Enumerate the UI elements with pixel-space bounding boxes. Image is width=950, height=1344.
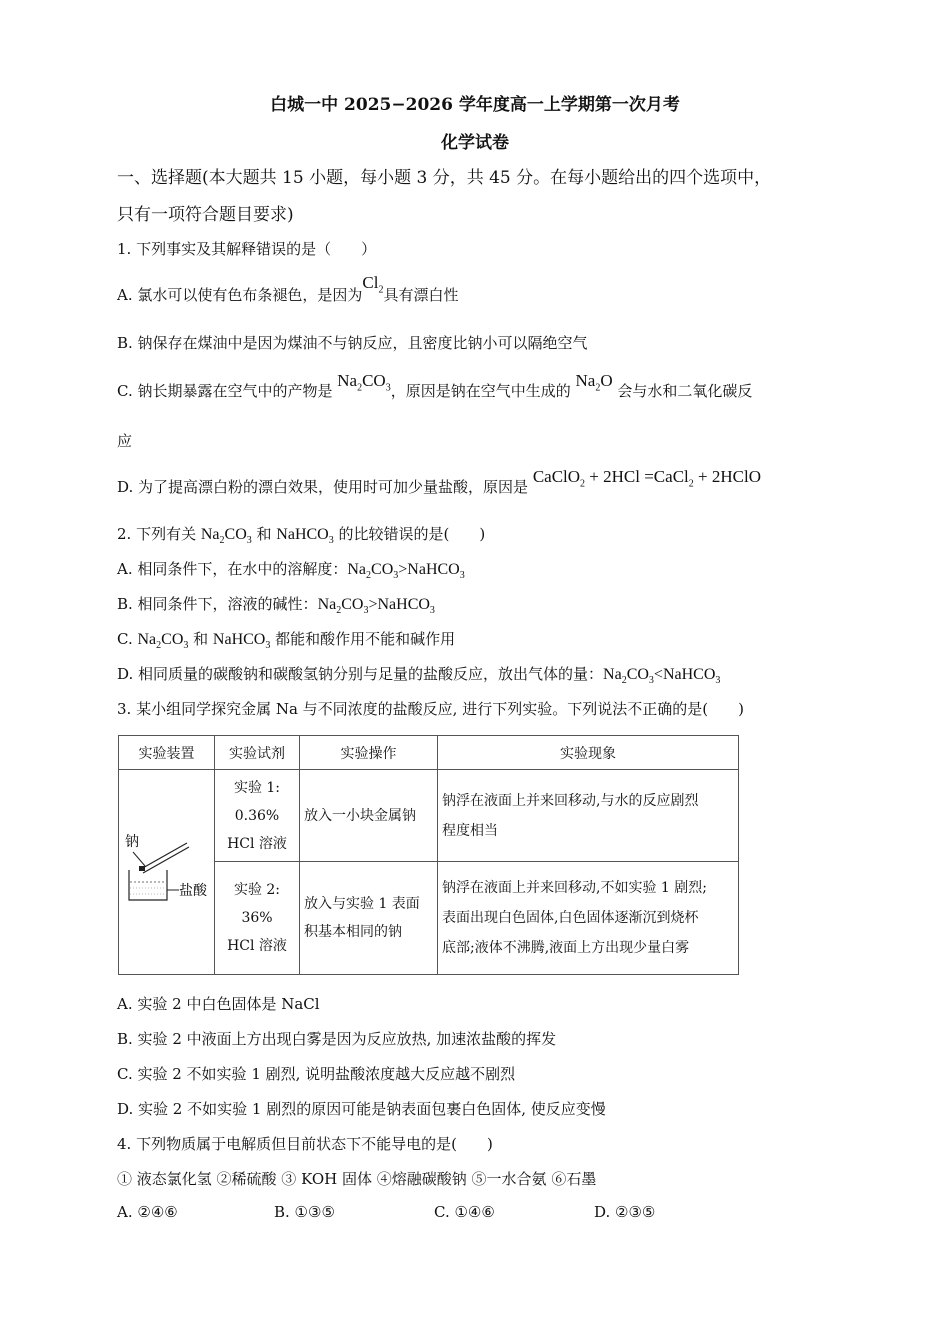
row1-observation-line: 程度相当 bbox=[442, 822, 498, 839]
row1-reagent-line: 0.36% bbox=[234, 807, 280, 824]
sodium-label: 钠 bbox=[125, 834, 139, 850]
tweezers-line-1 bbox=[141, 843, 187, 869]
exam-title: 白城一中 2025−2026 学年度高一上学期第一次月考 bbox=[270, 95, 680, 115]
row2-operation-line: 积基本相同的钠 bbox=[304, 924, 402, 941]
table-row bbox=[119, 770, 739, 862]
row2-reagent bbox=[215, 862, 300, 975]
q2-option-d: D. 相同质量的碳酸钠和碳酸氢钠分别与足量的盐酸反应，放出气体的量：$Na_2CO_3<NaHCO_3$ bbox=[117, 665, 721, 687]
sodium-piece bbox=[139, 866, 145, 871]
section-heading-cont: 只有一项符合题目要求) bbox=[117, 205, 294, 225]
q4-option-c: C. ①④⑥ bbox=[434, 1203, 495, 1221]
q1-option-d: D. 为了提高漂白粉的漂白效果，使用时可加少量盐酸，原因是 CaClO$_2$ + 2HCl =CaCl$_2$ + 2HClO bbox=[117, 467, 761, 496]
q4-stem: 4. 下列物质属于电解质但目前状态下不能导电的是( ) bbox=[117, 1135, 493, 1153]
table-header-row bbox=[119, 736, 739, 770]
q3-option-b: B. 实验 2 中液面上方出现白雾是因为反应放热, 加速浓盐酸的挥发 bbox=[117, 1030, 557, 1048]
row1-reagent-line: 实验 1: bbox=[233, 779, 281, 796]
q3-option-a: A. 实验 2 中白色固体是 NaCl bbox=[117, 995, 320, 1013]
row2-reagent-line: 36% bbox=[241, 910, 273, 927]
row1-observation bbox=[438, 770, 739, 862]
q2-option-c: C. $Na_2CO_3$ 和 NaHCO$_3$ 都能和酸作用不能和碱作用 bbox=[117, 630, 456, 652]
row1-reagent bbox=[215, 770, 300, 862]
q1-option-a: A. 氯水可以使有色布条褪色，是因为$Cl_2$具有漂白性 bbox=[117, 273, 459, 304]
q2-option-a: A. 相同条件下，在水中的溶解度：$Na_2CO_3>NaHCO_3$ bbox=[117, 560, 465, 582]
experiment-table bbox=[118, 735, 739, 975]
q1-option-b: B. 钠保存在煤油中是因为煤油不与钠反应，且密度比钠小可以隔绝空气 bbox=[117, 334, 588, 352]
header-operation: 实验操作 bbox=[300, 736, 438, 770]
q4-option-a: A. ②④⑥ bbox=[117, 1203, 178, 1221]
q4-items: ① 液态氯化氢 ②稀硫酸 ③ KOH 固体 ④熔融碳酸钠 ⑤一水合氨 ⑥石墨 bbox=[117, 1170, 597, 1188]
row2-observation-line: 底部;液体不沸腾,液面上方出现少量白雾 bbox=[442, 940, 690, 957]
row2-reagent-line: HCl 溶液 bbox=[227, 938, 287, 955]
row1-observation-line: 钠浮在液面上并来回移动,与水的反应剧烈 bbox=[442, 792, 699, 809]
q3-option-c: C. 实验 2 不如实验 1 剧烈, 说明盐酸浓度越大反应越不剧烈 bbox=[117, 1065, 516, 1083]
acid-label: 盐酸 bbox=[179, 883, 207, 899]
beaker bbox=[129, 870, 167, 900]
q1-option-c: C. 钠长期暴露在空气中的产物是 $Na_2CO_3$，原因是钠在空气中生成的 $Na_2O$ 会与水和二氧化碳反 bbox=[117, 371, 753, 400]
row2-operation bbox=[300, 862, 438, 975]
q1-option-c-cont: 应 bbox=[117, 432, 133, 450]
row2-observation bbox=[438, 862, 739, 975]
row1-reagent-line: HCl 溶液 bbox=[227, 835, 287, 852]
sodium-pointer bbox=[133, 852, 145, 866]
section-heading: 一、选择题(本大题共 15 小题，每小题 3 分，共 45 分。在每小题给出的四个选项中， bbox=[117, 168, 772, 188]
tweezers-line-2 bbox=[143, 847, 189, 873]
q4-option-b: B. ①③⑤ bbox=[274, 1203, 335, 1221]
row1-operation: 放入一小块金属钠 bbox=[300, 770, 438, 862]
header-observation: 实验现象 bbox=[438, 736, 739, 770]
apparatus-diagram bbox=[119, 770, 214, 970]
row2-reagent-line: 实验 2: bbox=[233, 882, 281, 899]
q3-stem: 3. 某小组同学探究金属 Na 与不同浓度的盐酸反应, 进行下列实验。下列说法不正确的是( ) bbox=[117, 700, 744, 718]
apparatus-cell bbox=[119, 770, 215, 975]
row2-operation-line: 放入与实验 1 表面 bbox=[304, 896, 420, 913]
q2-stem: 2. 下列有关 $Na_2CO_3$ 和 NaHCO$_3$ 的比较错误的是( ) bbox=[117, 525, 486, 547]
header-apparatus: 实验装置 bbox=[119, 736, 215, 770]
q2-option-b: B. 相同条件下，溶液的碱性：$Na_2CO_3>NaHCO_3$ bbox=[117, 595, 435, 617]
exam-subtitle: 化学试卷 bbox=[441, 133, 509, 153]
header-reagent: 实验试剂 bbox=[215, 736, 300, 770]
q1-stem: 1. 下列事实及其解释错误的是（ ） bbox=[117, 240, 377, 258]
q3-option-d: D. 实验 2 不如实验 1 剧烈的原因可能是钠表面包裹白色固体, 使反应变慢 bbox=[117, 1100, 606, 1118]
q4-option-d: D. ②③⑤ bbox=[594, 1203, 656, 1221]
q4-options bbox=[117, 1203, 817, 1227]
row2-observation-line: 表面出现白色固体,白色固体逐渐沉到烧杯 bbox=[442, 910, 699, 927]
row2-observation-line: 钠浮在液面上并来回移动,不如实验 1 剧烈; bbox=[442, 880, 707, 897]
